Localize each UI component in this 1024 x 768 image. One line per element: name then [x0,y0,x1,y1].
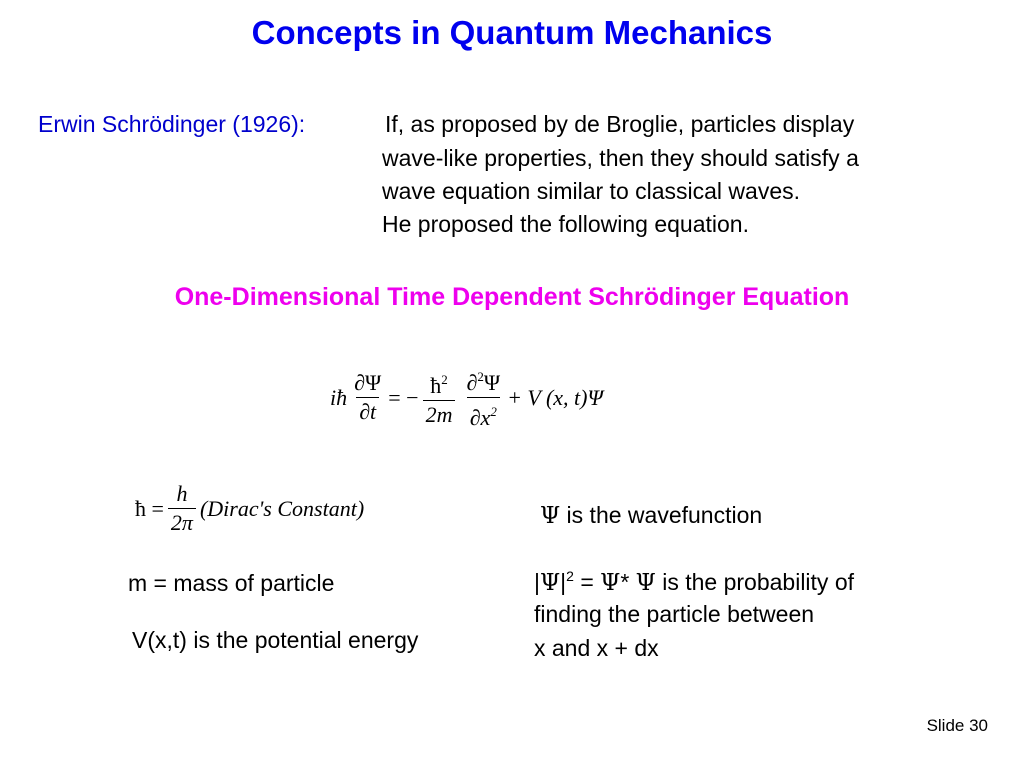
second-order-exponent: 2 [477,369,484,384]
dirac-constant-note: (Dirac's Constant) [199,495,365,521]
wavefunction-text: is the wavefunction [560,502,763,528]
slide-number: Slide 30 [926,716,988,735]
psi-symbol: Ψ [540,503,561,529]
mass-definition: m = mass of particle [128,570,335,596]
x-squared-exponent: 2 [490,404,497,419]
lhs-prefix: iħ [330,384,348,410]
second-derivative-fraction [463,365,503,430]
equals-minus: = − [388,384,419,410]
potential-definition: V(x,t) is the potential energy [132,627,419,653]
time-derivative-numerator: ∂Ψ [354,370,382,395]
second-derivative-numerator [463,365,503,397]
conjugate-star: * [620,569,636,595]
hbar-squared-numerator [427,368,451,400]
squared-exponent: 2 [566,568,574,584]
abs-close: | [560,569,567,595]
time-derivative-denominator: ∂t [356,397,379,424]
partial-symbol: ∂ [466,370,478,395]
second-derivative-denominator [467,397,500,430]
hbar-fraction [168,482,196,535]
two-pi: 2π [168,508,196,535]
probability-text: is the probability of [655,569,855,595]
author-label: Erwin Schrödinger (1926): [38,111,306,137]
hbar-exponent: 2 [441,372,448,387]
equals-sign: = [573,569,601,595]
planck-constant: h [176,481,188,506]
probability-line-3: x and x + dx [534,635,659,661]
partial-x: ∂x [469,405,491,430]
abs-open: | [534,569,540,595]
slide-title: Concepts in Quantum Mechanics [251,14,773,51]
hbar-symbol: ħ [430,373,442,398]
intro-line-1: If, as proposed by de Broglie, particles display [385,111,855,137]
mass-denominator: 2m [423,400,456,427]
psi-symbol: Ψ [483,370,501,395]
wavefunction-definition [540,502,762,529]
intro-line-4: He proposed the following equation. [382,211,749,237]
probability-line-1 [534,568,854,596]
hbar-lhs: ħ = [135,495,164,521]
psi-symbol: Ψ [539,570,561,596]
probability-line-2: finding the particle between [534,601,815,627]
psi-symbol: Ψ [635,570,656,596]
potential-term: + V (x, t)Ψ [507,384,603,410]
time-derivative-fraction [351,371,384,424]
equation-heading: One-Dimensional Time Dependent Schrödinger Equation [174,283,850,311]
intro-line-2: wave-like properties, then they should satisfy a [382,145,859,171]
hbar-definition [135,482,364,535]
hbar-squared-fraction [423,368,456,427]
psi-symbol: Ψ [600,570,621,596]
schrodinger-equation [330,365,603,430]
intro-line-3: wave equation similar to classical waves. [382,178,801,204]
